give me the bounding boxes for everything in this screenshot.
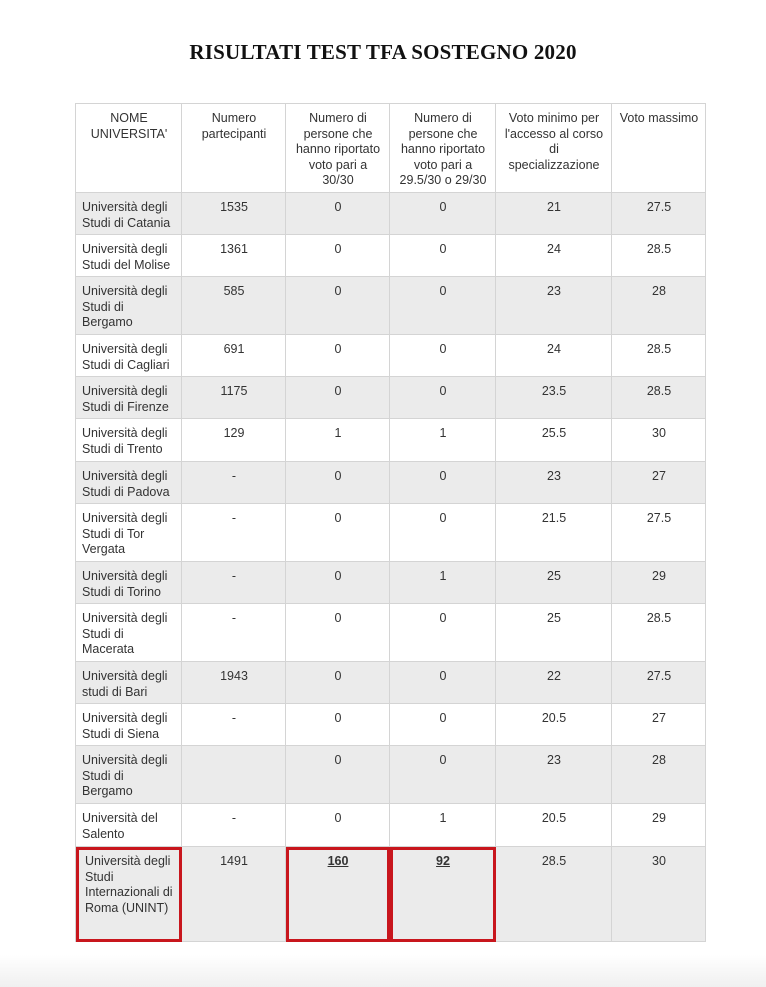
cell-participants: 585 xyxy=(182,277,286,335)
header-score-30: Numero di persone che hanno riportato voto pari a 30/30 xyxy=(286,104,390,193)
table-row xyxy=(76,235,706,277)
cell-score-30: 0 xyxy=(286,662,390,704)
cell-university: Università degli Studi del Molise xyxy=(76,235,182,277)
cell-participants: 1535 xyxy=(182,193,286,235)
table-row xyxy=(76,704,706,746)
cell-participants: 691 xyxy=(182,335,286,377)
cell-score-29: 0 xyxy=(390,662,496,704)
cell-min-score: 21 xyxy=(496,193,612,235)
cell-score-29: 0 xyxy=(390,335,496,377)
cell-score-30: 0 xyxy=(286,746,390,804)
bottom-fade xyxy=(0,955,766,987)
cell-participants: - xyxy=(182,604,286,662)
header-participants: Numero partecipanti xyxy=(182,104,286,193)
cell-participants: - xyxy=(182,704,286,746)
cell-score-29: 0 xyxy=(390,193,496,235)
cell-min-score: 24 xyxy=(496,235,612,277)
table-row xyxy=(76,419,706,462)
cell-university: Università degli Studi Internazionali di Roma (UNINT) xyxy=(76,847,182,942)
cell-score-30: 0 xyxy=(286,504,390,562)
results-table xyxy=(75,103,706,942)
cell-min-score: 23 xyxy=(496,746,612,804)
cell-score-29: 0 xyxy=(390,604,496,662)
cell-university: Università degli Studi di Padova xyxy=(76,462,182,504)
table-row xyxy=(76,193,706,235)
cell-university: Università del Salento xyxy=(76,804,182,847)
cell-score-29: 0 xyxy=(390,504,496,562)
header-max-score: Voto massimo xyxy=(612,104,706,193)
cell-max-score: 30 xyxy=(612,419,706,462)
highlighted-value: 160 xyxy=(327,854,349,868)
cell-max-score: 27 xyxy=(612,462,706,504)
cell-min-score: 20.5 xyxy=(496,704,612,746)
page-title: RISULTATI TEST TFA SOSTEGNO 2020 xyxy=(189,40,577,64)
cell-max-score: 27.5 xyxy=(612,193,706,235)
cell-participants: 129 xyxy=(182,419,286,462)
cell-min-score: 23 xyxy=(496,277,612,335)
cell-participants: 1175 xyxy=(182,377,286,419)
cell-university: Università degli Studi di Tor Vergata xyxy=(76,504,182,562)
cell-min-score: 25.5 xyxy=(496,419,612,462)
cell-score-30: 1 xyxy=(286,419,390,462)
cell-university: Università degli Studi di Firenze xyxy=(76,377,182,419)
cell-university: Università degli Studi di Catania xyxy=(76,193,182,235)
cell-score-30: 0 xyxy=(286,235,390,277)
table-row xyxy=(76,804,706,847)
cell-participants: 1943 xyxy=(182,662,286,704)
cell-score-29: 0 xyxy=(390,746,496,804)
cell-max-score: 29 xyxy=(612,562,706,604)
cell-min-score: 21.5 xyxy=(496,504,612,562)
cell-participants: - xyxy=(182,462,286,504)
cell-university: Università degli Studi di Siena xyxy=(76,704,182,746)
cell-min-score: 23.5 xyxy=(496,377,612,419)
cell-max-score: 27 xyxy=(612,704,706,746)
cell-university: Università degli Studi di Cagliari xyxy=(76,335,182,377)
cell-university: Università degli Studi di Macerata xyxy=(76,604,182,662)
cell-university: Università degli Studi di Bergamo xyxy=(76,746,182,804)
cell-score-30: 0 xyxy=(286,277,390,335)
cell-score-30: 0 xyxy=(286,335,390,377)
table-row xyxy=(76,377,706,419)
cell-score-29: 0 xyxy=(390,377,496,419)
cell-max-score: 28 xyxy=(612,746,706,804)
cell-score-30 xyxy=(286,847,390,942)
cell-score-30: 0 xyxy=(286,704,390,746)
cell-min-score: 22 xyxy=(496,662,612,704)
cell-score-30: 0 xyxy=(286,462,390,504)
header-min-score: Voto minimo per l'accesso al corso di specializzazione xyxy=(496,104,612,193)
cell-participants: - xyxy=(182,562,286,604)
cell-participants xyxy=(182,746,286,804)
cell-max-score: 27.5 xyxy=(612,504,706,562)
cell-score-29: 0 xyxy=(390,704,496,746)
cell-min-score: 23 xyxy=(496,462,612,504)
cell-participants: - xyxy=(182,804,286,847)
cell-min-score: 20.5 xyxy=(496,804,612,847)
cell-score-30: 0 xyxy=(286,193,390,235)
cell-university: Università degli Studi di Trento xyxy=(76,419,182,462)
cell-score-29: 1 xyxy=(390,804,496,847)
table-row xyxy=(76,462,706,504)
table-row xyxy=(76,562,706,604)
cell-max-score: 28.5 xyxy=(612,377,706,419)
cell-min-score: 24 xyxy=(496,335,612,377)
cell-max-score: 28.5 xyxy=(612,335,706,377)
table-row xyxy=(76,277,706,335)
cell-max-score: 30 xyxy=(612,847,706,942)
cell-score-30: 0 xyxy=(286,377,390,419)
cell-university: Università degli Studi di Bergamo xyxy=(76,277,182,335)
cell-max-score: 29 xyxy=(612,804,706,847)
cell-score-29: 0 xyxy=(390,462,496,504)
cell-participants: 1361 xyxy=(182,235,286,277)
table-row xyxy=(76,847,706,942)
cell-min-score: 25 xyxy=(496,604,612,662)
cell-max-score: 28 xyxy=(612,277,706,335)
cell-score-29: 0 xyxy=(390,235,496,277)
cell-max-score: 27.5 xyxy=(612,662,706,704)
table-row xyxy=(76,504,706,562)
cell-score-29: 1 xyxy=(390,419,496,462)
header-university: NOME UNIVERSITA' xyxy=(76,104,182,193)
table-header-row xyxy=(76,104,706,193)
cell-score-30: 0 xyxy=(286,562,390,604)
table-row xyxy=(76,604,706,662)
table-row xyxy=(76,662,706,704)
cell-score-30: 0 xyxy=(286,804,390,847)
cell-min-score: 28.5 xyxy=(496,847,612,942)
cell-participants: 1491 xyxy=(182,847,286,942)
highlighted-value: 92 xyxy=(436,854,450,868)
table-row xyxy=(76,335,706,377)
table-row xyxy=(76,746,706,804)
cell-university: Università degli studi di Bari xyxy=(76,662,182,704)
cell-score-29: 0 xyxy=(390,277,496,335)
cell-participants: - xyxy=(182,504,286,562)
cell-university: Università degli Studi di Torino xyxy=(76,562,182,604)
cell-score-29 xyxy=(390,847,496,942)
cell-score-29: 1 xyxy=(390,562,496,604)
cell-max-score: 28.5 xyxy=(612,235,706,277)
cell-max-score: 28.5 xyxy=(612,604,706,662)
cell-min-score: 25 xyxy=(496,562,612,604)
header-score-29: Numero di persone che hanno riportato voto pari a 29.5/30 o 29/30 xyxy=(390,104,496,193)
cell-score-30: 0 xyxy=(286,604,390,662)
